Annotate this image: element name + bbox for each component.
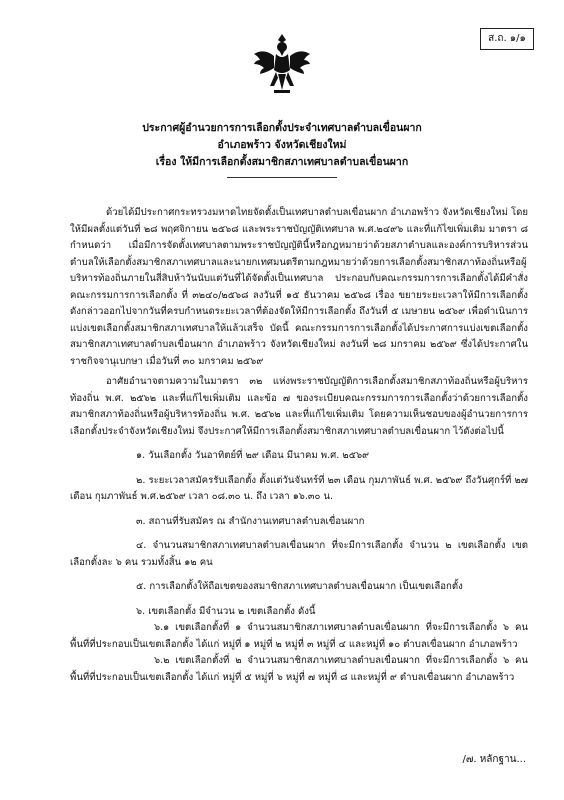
paragraph-authority: อาศัยอำนาจตามความในมาตรา ๓๒ แห่งพระราชบัญญัติการเลือกตั้งสมาชิกสภาท้องถิ่นหรือผู้บริหารท้องถิ่น พ.ศ. ๒๕๖๒ และที่แก้ไขเพิ่มเติม และข้อ ๗ ของระเบียบคณะกรรมการการเลือกตั้งว่าด้วยการเลือกตั้งสมาชิกสภาท้องถิ่นหรือผู้บริหารท้องถิ่น พ.ศ. ๒๕๖๒ และที่แก้ไขเพิ่มเติม โดยความเห็นชอบของผู้อำนวยการการเลือกตั้งประจำจังหวัดเชียงใหม่ จึงประกาศให้มีการเลือกตั้งสมาชิกสภาเทศบาลตำบลเขื่อนผาก ไว้ดังต่อไปนี้: [70, 376, 528, 437]
garuda-emblem-icon: [252, 30, 312, 100]
header-line-authority: ประกาศผู้อำนวยการการเลือกตั้งประจำเทศบาลตำบลเขื่อนผาก: [142, 122, 422, 134]
item-member-count: ๔. จำนวนสมาชิกสภาเทศบาลตำบลเขื่อนผาก ที่จะมีการเลือกตั้ง จำนวน ๒ เขตเลือกตั้ง เขตเลือกตั้งละ ๖ คน รวมทั้งสิ้น ๑๒ คน: [70, 540, 528, 568]
header-divider: [227, 177, 337, 178]
announcement-header: [0, 120, 564, 178]
continuation-note: /๗. หลักฐาน...: [462, 754, 526, 765]
paragraph-background: ด้วยได้มีประกาศกระทรวงมหาดไทยจัดตั้งเป็นเทศบาลตำบลเขื่อนผาก อำเภอพร้าว จังหวัดเชียงใหม่ โดยให้มีผลตั้งแต่วันที่ ๒๘ พฤศจิกายน ๒๕๖๘ และพระราชบัญญัติเทศบาล พ.ศ.๒๔๙๖ และที่แก้ไขเพิ่มเติม มาตรา ๘ กำหนดว่า เมื่อมีการจัดตั้งเทศบาลตามพระราชบัญญัตินี้หรือกฎหมายว่าด้วยสภาตำบลและองค์การบริหารส่วนตำบลให้เลือกตั้งสมาชิกสภาเทศบาลและนายกเทศมนตรีตามกฎหมายว่าด้วยการเลือกตั้งสมาชิกสภาท้องถิ่นหรือผู้บริหารท้องถิ่นภายในสี่สิบห้าวันนับแต่วันที่ได้จัดตั้งเป็นเทศบาล ประกอบกับคณะกรรมการการเลือกตั้งได้มีคำสั่งคณะกรรมการการเลือกตั้ง ที่ ๓๒๔๐/๒๕๖๘ ลงวันที่ ๑๕ ธันวาคม ๒๕๖๘ เรื่อง ขยายระยะเวลาให้มีการเลือกตั้งดังกล่าวออกไปจากวันที่ครบกำหนดระยะเวลาที่ต้องจัดให้มีการเลือกตั้ง ถึงวันที่ ๕ เมษายน ๒๕๖๙ เพื่อดำเนินการแบ่งเขตเลือกตั้งสมาชิกสภาเทศบาลให้แล้วเสร็จ บัดนี้ คณะกรรมการการเลือกตั้งได้ประกาศการแบ่งเขตเลือกตั้งสมาชิกสภาเทศบาลตำบลเขื่อนผาก อำเภอพร้าว จังหวัดเชียงใหม่ ลงวันที่ ๒๘ มกราคม ๒๕๖๙ ซึ่งได้ประกาศในราชกิจจานุเบกษา เมื่อวันที่ ๓๐ มกราคม ๒๕๖๙: [70, 207, 528, 367]
header-line-location: อำเภอพร้าว จังหวัดเชียงใหม่: [217, 139, 347, 151]
form-code-box: ส.ถ. ๑/๑: [480, 28, 534, 50]
subitem-constituency-2: ๖.๒ เขตเลือกตั้งที่ ๒ จำนวนสมาชิกสภาเทศบาลตำบลเขื่อนผาก ที่จะมีการเลือกตั้ง ๖ คน พื้นที่ที่ประกอบเป็นเขตเลือกตั้ง ได้แก่ หมู่ที่ ๕ หมู่ที่ ๖ หมู่ที่ ๗ หมู่ที่ ๘ และหมู่ที่ ๙ ตำบลเขื่อนผาก อำเภอพร้าว: [70, 655, 528, 683]
item-constituency-basis: ๕. การเลือกตั้งให้ถือเขตของสมาชิกสภาเทศบาลตำบลเขื่อนผาก เป็นเขตเลือกตั้ง: [136, 581, 463, 592]
item-election-date: ๑. วันเลือกตั้ง วันอาทิตย์ที่ ๒๙ เดือน มีนาคม พ.ศ. ๒๕๖๙: [136, 450, 370, 461]
item-application-period: ๒. ระยะเวลาสมัครรับเลือกตั้ง ตั้งแต่วันจันทร์ที่ ๒๓ เดือน กุมภาพันธ์ พ.ศ. ๒๕๖๙ ถึงวันศุกร์ที่ ๒๗ เดือน กุมภาพันธ์ พ.ศ.๒๕๖๙ เวลา ๐๘.๓๐ น. ถึง เวลา ๑๖.๓๐ น.: [70, 474, 528, 502]
announcement-body: [70, 205, 528, 686]
header-line-subject: เรื่อง ให้มีการเลือกตั้งสมาชิกสภาเทศบาลตำบลเขื่อนผาก: [155, 156, 409, 168]
item-application-place: ๓. สถานที่รับสมัคร ณ สำนักงานเทศบาลตำบลเขื่อนผาก: [136, 515, 365, 527]
subitem-constituency-1: ๖.๑ เขตเลือกตั้งที่ ๑ จำนวนสมาชิกสภาเทศบาลตำบลเขื่อนผาก ที่จะมีการเลือกตั้ง ๖ คน พื้นที่ที่ประกอบเป็นเขตเลือกตั้ง ได้แก่ หมู่ที่ ๑ หมู่ที่ ๒ หมู่ที่ ๓ หมู่ที่ ๔ และหมู่ที่ ๑๐ ตำบลเขื่อนผาก อำเภอพร้าว: [70, 622, 528, 650]
item-constituencies: ๖. เขตเลือกตั้ง มีจำนวน ๒ เขตเลือกตั้ง ดังนี้: [136, 605, 316, 617]
